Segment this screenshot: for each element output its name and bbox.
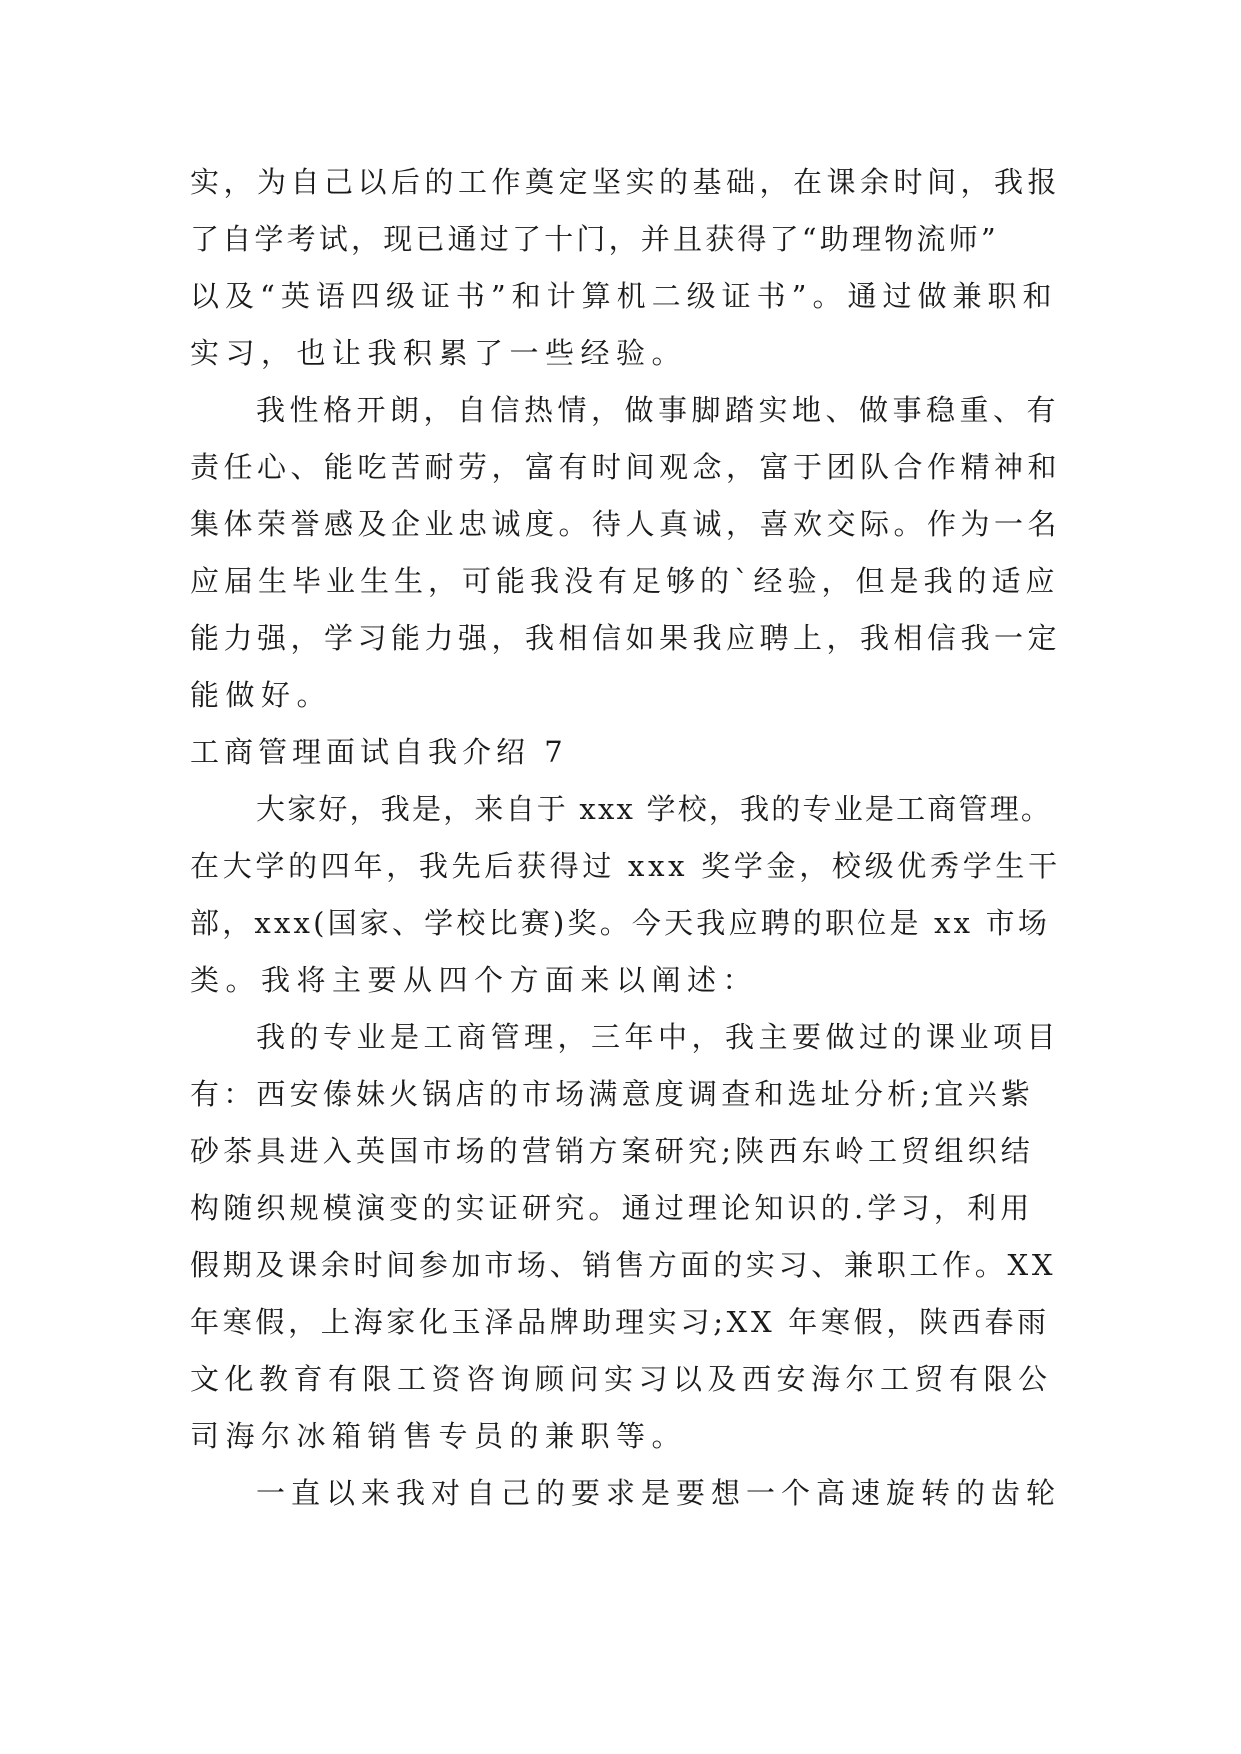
paragraph-line: 构随织规模演变的实证研究。通过理论知识的.学习，利用 bbox=[190, 1191, 1034, 1225]
paragraph-line: 年寒假，上海家化玉泽品牌助理实习;XX 年寒假，陕西春雨 bbox=[190, 1305, 1050, 1339]
document-body bbox=[190, 154, 1060, 1522]
paragraph-first-line: 一直以来我对自己的要求是要想一个高速旋转的齿轮 bbox=[256, 1476, 1062, 1510]
paragraph-line: 了自学考试，现已通过了十门，并且获得了“助理物流师” bbox=[190, 222, 999, 256]
paragraph-line: 类。我将主要从四个方面来以阐述： bbox=[190, 963, 759, 997]
paragraph-first-line: 我性格开朗，自信热情，做事脚踏实地、做事稳重、有 bbox=[256, 393, 1061, 427]
paragraph-line: 集体荣誉感及企业忠诚度。待人真诚，喜欢交际。作为一名 bbox=[190, 507, 1062, 541]
paragraph-line: 实，为自己以后的工作奠定坚实的基础，在课余时间，我报 bbox=[190, 165, 1062, 199]
paragraph-line: 部，xxx(国家、学校比赛)奖。今天我应聘的职位是 xx 市场 bbox=[190, 906, 1051, 940]
paragraph-line: 应届生毕业生生，可能我没有足够的`经验，但是我的适应 bbox=[190, 564, 1060, 598]
paragraph-first-line: 大家好，我是，来自于 xxx 学校，我的专业是工商管理。 bbox=[256, 792, 1053, 826]
paragraph-line: 假期及课余时间参加市场、销售方面的实习、兼职工作。XX bbox=[190, 1248, 1057, 1282]
paragraph-first-line: 我的专业是工商管理，三年中，我主要做过的课业项目 bbox=[256, 1020, 1061, 1054]
paragraph-line: 能做好。 bbox=[190, 678, 333, 712]
paragraph-line: 责任心、能吃苦耐劳，富有时间观念，富于团队合作精神和 bbox=[190, 450, 1062, 484]
paragraph-line: 能力强，学习能力强，我相信如果我应聘上，我相信我一定 bbox=[190, 621, 1062, 655]
paragraph-line: 实习，也让我积累了一些经验。 bbox=[190, 336, 688, 370]
paragraph-line: 文化教育有限工资咨询顾问实习以及西安海尔工贸有限公 bbox=[190, 1362, 1053, 1396]
paragraph-line: 有：西安傣妹火锅店的市场满意度调查和选址分析;宜兴紫 bbox=[190, 1077, 1034, 1111]
paragraph-line: 以及“英语四级证书”和计算机二级证书”。通过做兼职和 bbox=[190, 279, 1058, 313]
paragraph-line: 在大学的四年，我先后获得过 xxx 奖学金，校级优秀学生干 bbox=[190, 849, 1061, 883]
section-heading: 工商管理面试自我介绍 7 bbox=[190, 735, 568, 769]
paragraph-line: 砂茶具进入英国市场的营销方案研究;陕西东岭工贸组织结 bbox=[190, 1134, 1034, 1168]
paragraph-line: 司海尔冰箱销售专员的兼职等。 bbox=[190, 1419, 688, 1453]
